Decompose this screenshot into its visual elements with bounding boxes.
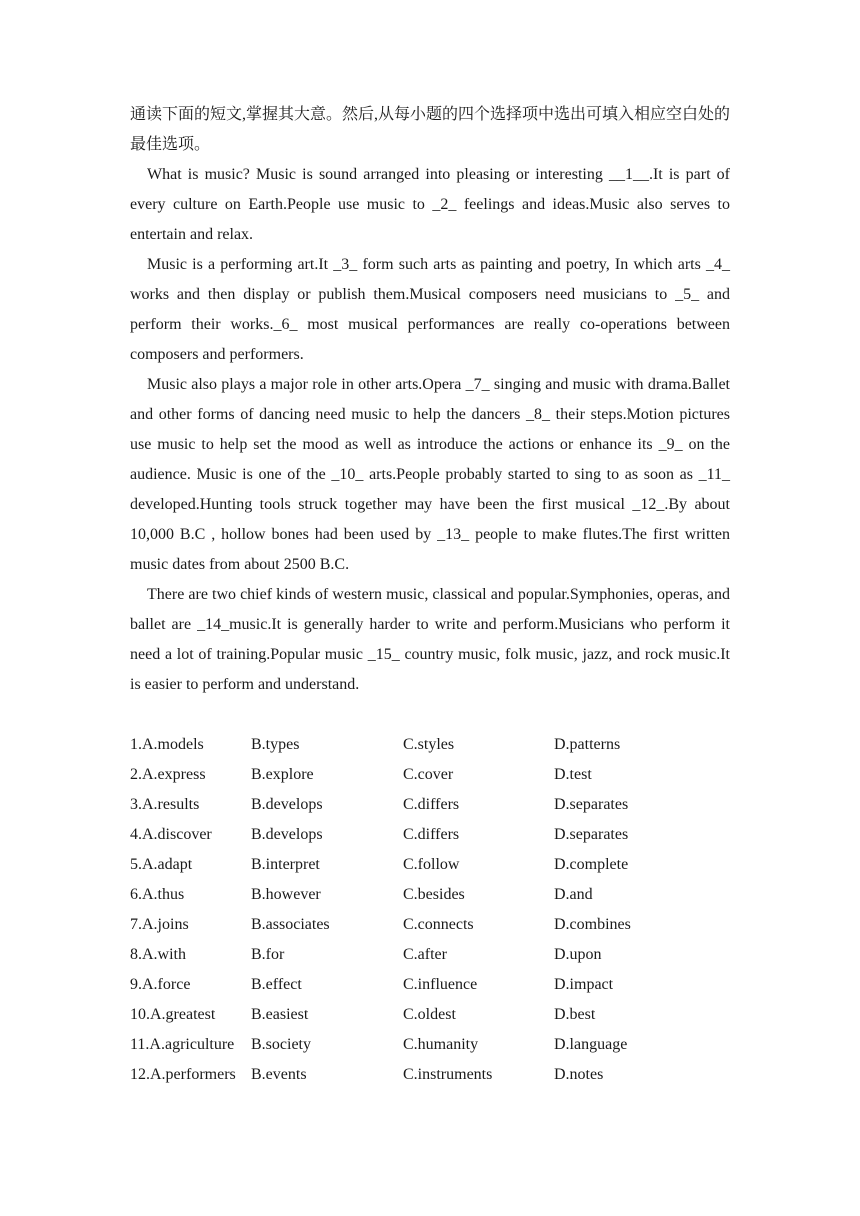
- passage: [130, 160, 730, 700]
- option-a: 9.A.force: [130, 976, 191, 993]
- option-c: C.besides: [403, 886, 465, 903]
- option-b: B.interpret: [251, 856, 320, 873]
- question-row: [130, 790, 730, 820]
- question-row: [130, 820, 730, 850]
- option-d: D.impact: [554, 976, 614, 993]
- option-d: D.patterns: [554, 736, 621, 753]
- option-b: B.society: [251, 1036, 311, 1053]
- option-a: 1.A.models: [130, 736, 204, 753]
- option-d: D.separates: [554, 826, 629, 843]
- option-c: C.influence: [403, 976, 478, 993]
- question-row: [130, 1030, 730, 1060]
- question-row: [130, 730, 730, 760]
- question-row: [130, 1000, 730, 1030]
- option-b: B.develops: [251, 796, 323, 813]
- document-page: [130, 100, 730, 1090]
- option-c: C.connects: [403, 916, 474, 933]
- option-b: B.for: [251, 946, 285, 963]
- option-d: D.upon: [554, 946, 602, 963]
- question-row: [130, 880, 730, 910]
- question-row: [130, 760, 730, 790]
- option-b: B.events: [251, 1066, 307, 1083]
- option-a: 8.A.with: [130, 946, 186, 963]
- option-d: D.language: [554, 1036, 628, 1053]
- option-a: 5.A.adapt: [130, 856, 193, 873]
- option-d: D.notes: [554, 1066, 604, 1083]
- option-b: B.easiest: [251, 1006, 309, 1023]
- question-row: [130, 850, 730, 880]
- option-c: C.humanity: [403, 1036, 479, 1053]
- question-row: [130, 940, 730, 970]
- option-d: D.combines: [554, 916, 631, 933]
- option-a: 3.A.results: [130, 796, 200, 813]
- instruction-text: 通读下面的短文,掌握其大意。然后,从每小题的四个选择项中选出可填入相应空白处的最佳选项。: [130, 106, 731, 153]
- option-c: C.follow: [403, 856, 460, 873]
- option-b: B.associates: [251, 916, 330, 933]
- passage-paragraph-2: Music is a performing art.It _3_ form such arts as painting and poetry, In which arts _4_ works and then display or publish them.Musical composers need musicians to _5_ and perform their works._6_ most musical performances are really co-operations between composers and performers.: [130, 256, 730, 363]
- option-d: D.separates: [554, 796, 629, 813]
- passage-paragraph-1: What is music? Music is sound arranged into pleasing or interesting __1__.It is part of every culture on Earth.People use music to _2_ feelings and ideas.Music also serves to entertain and relax.: [130, 166, 730, 243]
- option-a: 2.A.express: [130, 766, 206, 783]
- option-c: C.differs: [403, 796, 460, 813]
- question-row: [130, 910, 730, 940]
- option-c: C.after: [403, 946, 447, 963]
- option-d: D.test: [554, 766, 592, 783]
- option-b: B.explore: [251, 766, 314, 783]
- option-b: B.types: [251, 736, 300, 753]
- option-d: D.complete: [554, 856, 629, 873]
- question-row: [130, 1060, 730, 1090]
- option-b: B.effect: [251, 976, 302, 993]
- option-a: 6.A.thus: [130, 886, 185, 903]
- passage-paragraph-3: Music also plays a major role in other arts.Opera _7_ singing and music with drama.Ballet and other forms of dancing need music to help the dancers _8_ their steps.Motion pictures use music to help set the mood as well as introduce the actions or enhance its _9_ on the audience. Music is one of the _10_ arts.People probably started to sing to as soon as _11_ developed.Hunting tools struck together may have been the first musical _12_.By about 10,000 B.C , hollow bones had been used by _13_ people to make flutes.The first written music dates from about 2500 B.C.: [130, 376, 730, 573]
- option-d: D.and: [554, 886, 593, 903]
- option-c: C.differs: [403, 826, 460, 843]
- option-a: 11.A.agriculture: [130, 1036, 235, 1053]
- option-a: 10.A.greatest: [130, 1006, 216, 1023]
- options-list: [130, 730, 730, 1090]
- passage-paragraph-4: There are two chief kinds of western music, classical and popular.Symphonies, operas, and ballet are _14_music.It is generally harder to write and perform.Musicians who perform it need a lot of training.Popular music _15_ country music, folk music, jazz, and rock music.It is easier to perform and understand.: [130, 586, 730, 693]
- option-a: 7.A.joins: [130, 916, 189, 933]
- option-b: B.develops: [251, 826, 323, 843]
- option-c: C.styles: [403, 736, 455, 753]
- option-c: C.instruments: [403, 1066, 493, 1083]
- option-a: 12.A.performers: [130, 1066, 236, 1083]
- option-d: D.best: [554, 1006, 596, 1023]
- option-c: C.cover: [403, 766, 454, 783]
- option-a: 4.A.discover: [130, 826, 212, 843]
- question-row: [130, 970, 730, 1000]
- option-b: B.however: [251, 886, 321, 903]
- option-c: C.oldest: [403, 1006, 456, 1023]
